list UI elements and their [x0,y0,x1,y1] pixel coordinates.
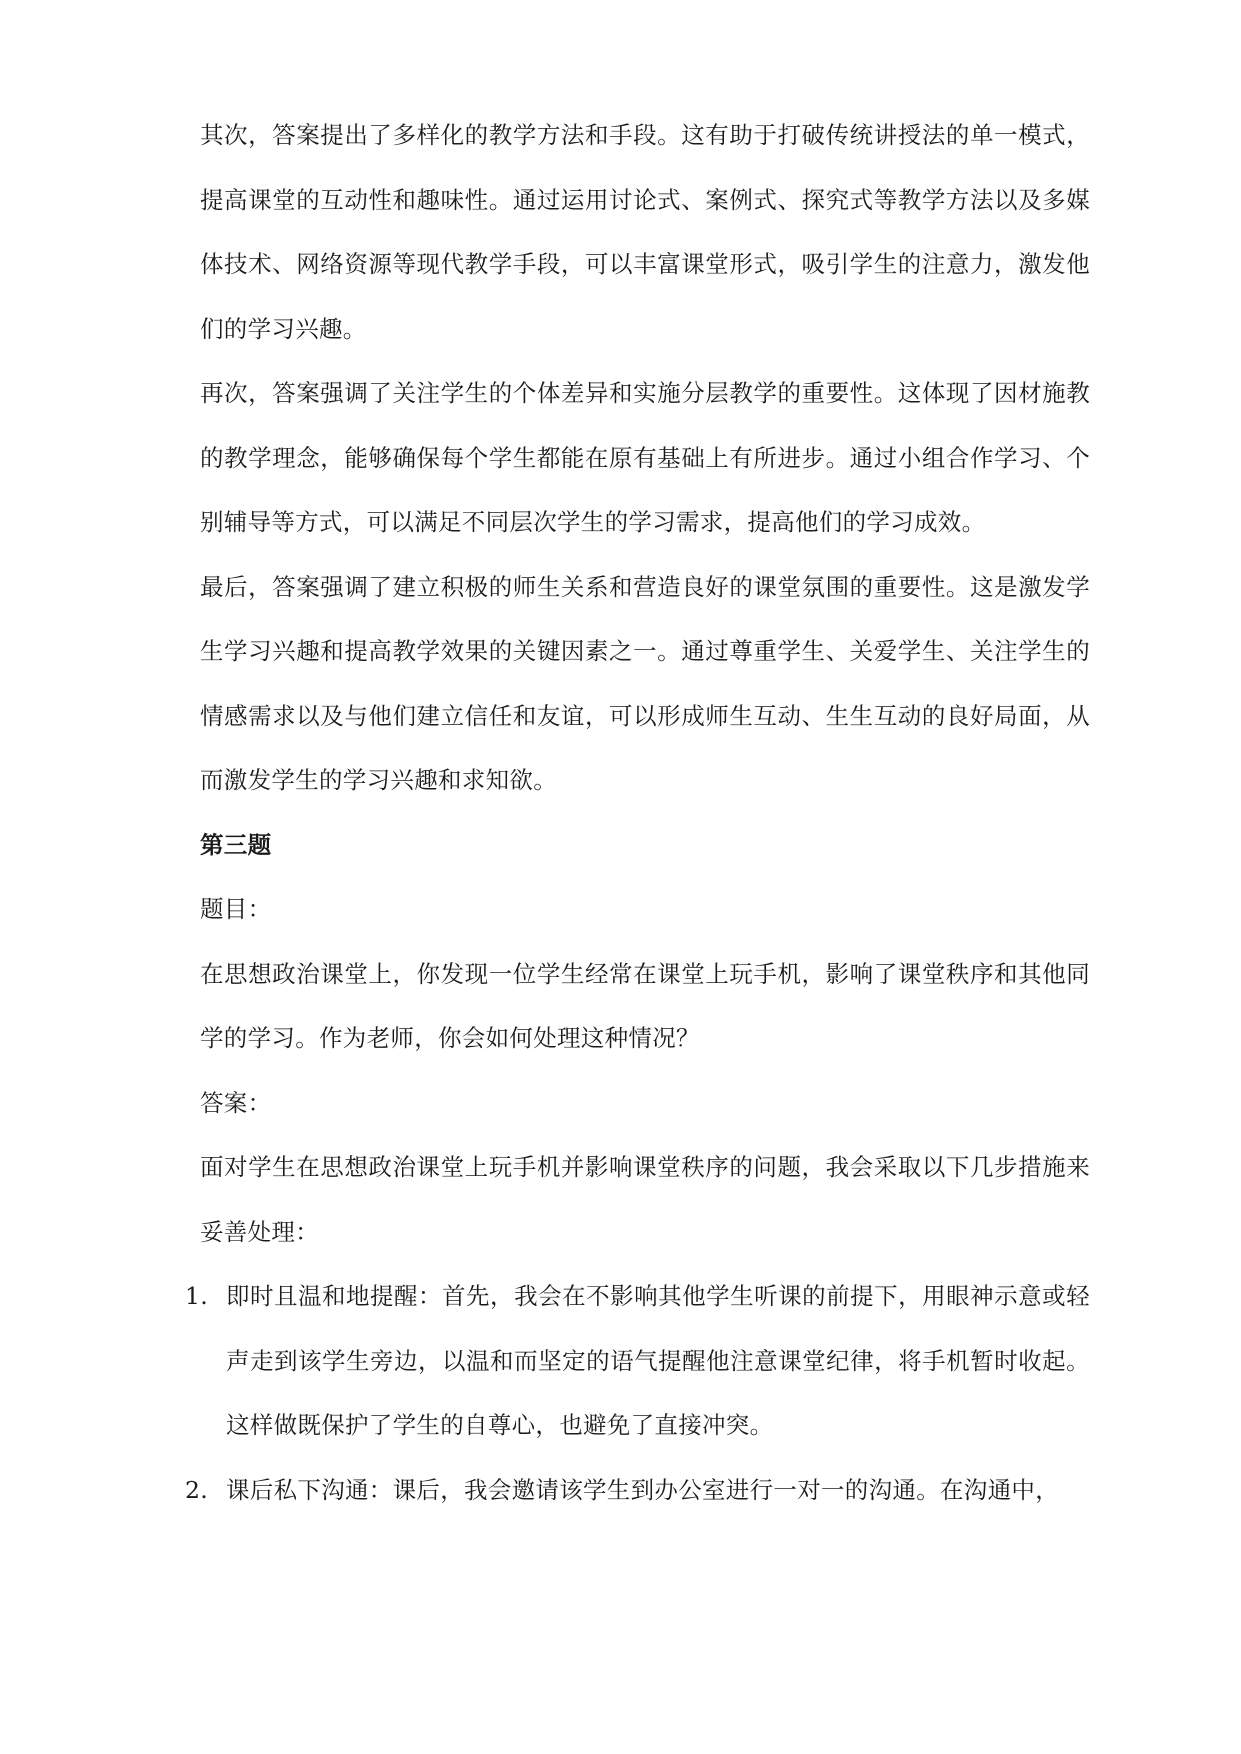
section-heading: 第三题 [200,830,272,859]
paragraph-individual-differences: 再次，答案强调了关注学生的个体差异和实施分层教学的重要性。这体现了因材施教的教学理念，能够确保每个学生都能在原有基础上有所进步。通过小组合作学习、个别辅导等方式，可以满足不同层次学生的学习需求，提高他们的学习成效。 [200,379,1090,536]
list-item [185,1264,1090,1458]
question-text: 在思想政治课堂上，你发现一位学生经常在课堂上玩手机，影响了课堂秩序和其他同学的学习。作为老师，你会如何处理这种情况？ [200,959,1090,1052]
list-item-text: 课后私下沟通：课后，我会邀请该学生到办公室进行一对一的沟通。在沟通中， [226,1475,1059,1504]
list-item-number: 2. [185,1475,209,1504]
paragraph-teaching-methods: 其次，答案提出了多样化的教学方法和手段。这有助于打破传统讲授法的单一模式，提高课堂的互动性和趣味性。通过运用讨论式、案例式、探究式等教学方法以及多媒体技术、网络资源等现代教学手段，可以丰富课堂形式，吸引学生的注意力，激发他们的学习兴趣。 [200,121,1090,343]
answer-intro: 面对学生在思想政治课堂上玩手机并影响课堂秩序的问题，我会采取以下几步措施来妥善处理： [200,1153,1090,1246]
paragraph-teacher-student-relationship: 最后，答案强调了建立积极的师生关系和营造良好的课堂氛围的重要性。这是激发学生学习兴趣和提高教学效果的关键因素之一。通过尊重学生、关爱学生、关注学生的情感需求以及与他们建立信任和友谊，可以形成师生互动、生生互动的良好局面，从而激发学生的学习兴趣和求知欲。 [200,572,1090,794]
answer-steps-list [185,1264,1090,1522]
list-item-text: 即时且温和地提醒：首先，我会在不影响其他学生听课的前提下，用眼神示意或轻声走到该学生旁边，以温和而坚定的语气提醒他注意课堂纪律，将手机暂时收起。这样做既保护了学生的自尊心，也避免了直接冲突。 [226,1282,1090,1439]
document-body [185,103,1090,1522]
answer-label: 答案： [200,1088,272,1117]
list-item-number: 1. [185,1282,209,1310]
list-item [185,1458,1090,1523]
question-label: 题目： [200,895,272,923]
